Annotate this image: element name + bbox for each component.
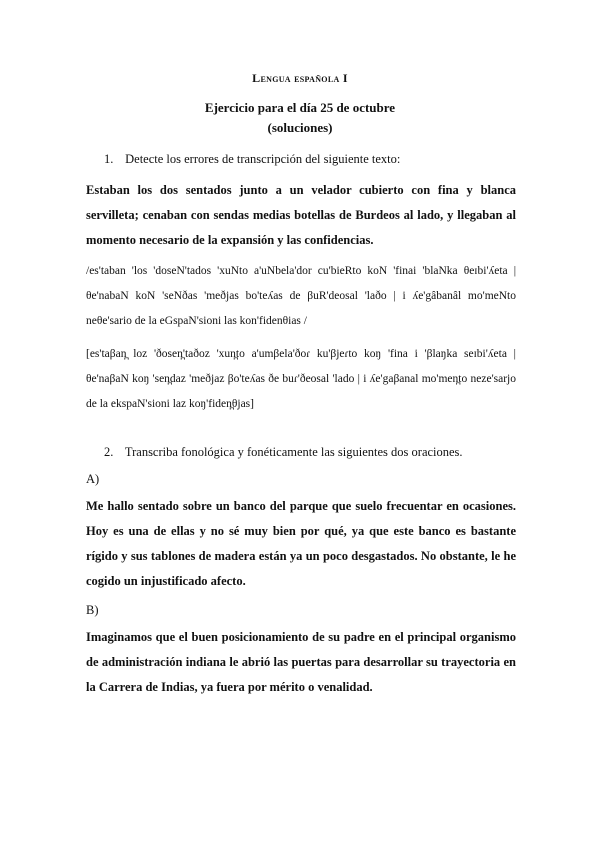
label-b: B) [86,603,99,617]
question-1-prompt [104,152,400,167]
exercise-subtitle: (soluciones) [267,120,333,135]
question-2-text: Transcriba fonológica y fonéticamente las siguientes dos oraciones. [124,445,463,459]
question-1-number: 1. [104,152,114,166]
exercise-title-main: Ejercicio para el día 25 de octubre [204,100,396,115]
phonetic-transcription: [es'taβan̪ loz 'ðosen̪'taðoz 'xun̪to a'umβela'ðoɾ ku'βjeɾto koŋ 'fina i 'βlaŋka seɪbi'ʎeta | θe'naβaN koŋ 'sen̪daz 'meðjaz βo'teʎas ðe buɾ'ðeosal 'lado | i ʎe'gaβanal mo'men̪to neze'sarjo de la ekspaN'sioni laz koŋ'fiden̪θjas] [86,348,516,410]
label-a: A) [86,472,100,486]
question-2-number: 2. [104,445,114,459]
phonological-transcription: /es'taban 'los 'doseN'tados 'xuNto a'uNbela'dor cu'bieRto koN 'finai 'blaNka θeɪbi'ʎeta | θe'nabaN koN 'seNðas 'meðjas bo'teʎas de βuR'deosal 'laðo | i ʎe'gâbanâl mo'meNto neθe'sario de la eGspaN'sioni las kon'fidenθias / [86,265,516,327]
source-text: Estaban los dos sentados junto a un velador cubierto con fina y blanca servilleta; cenaban con sendas medias botellas de Burdeos al lado, y llegaban al momento necesario de la expansión y las confidencias. [86,183,516,247]
sentence-a: Me hallo sentado sobre un banco del parque que suelo frecuentar en ocasiones. Hoy es una de ellas y no sé muy bien por qué, ya que este banco es bastante rígido y sus tablones de madera están ya un poco desgastados. No obstante, le he cogido un injustificado afecto. [86,499,516,588]
course-title: Lengua española I [252,71,348,85]
exercise-title [0,98,600,138]
sentence-b: Imaginamos que el buen posicionamiento de su padre en el principal organismo de administración indiana le abrió las puertas para desarrollar su trayectoria en la Carrera de Indias, ya fuera por mérito o venalidad. [86,630,516,694]
question-1-text: Detecte los errores de transcripción del siguiente texto: [125,152,401,166]
question-2-prompt [104,445,463,460]
